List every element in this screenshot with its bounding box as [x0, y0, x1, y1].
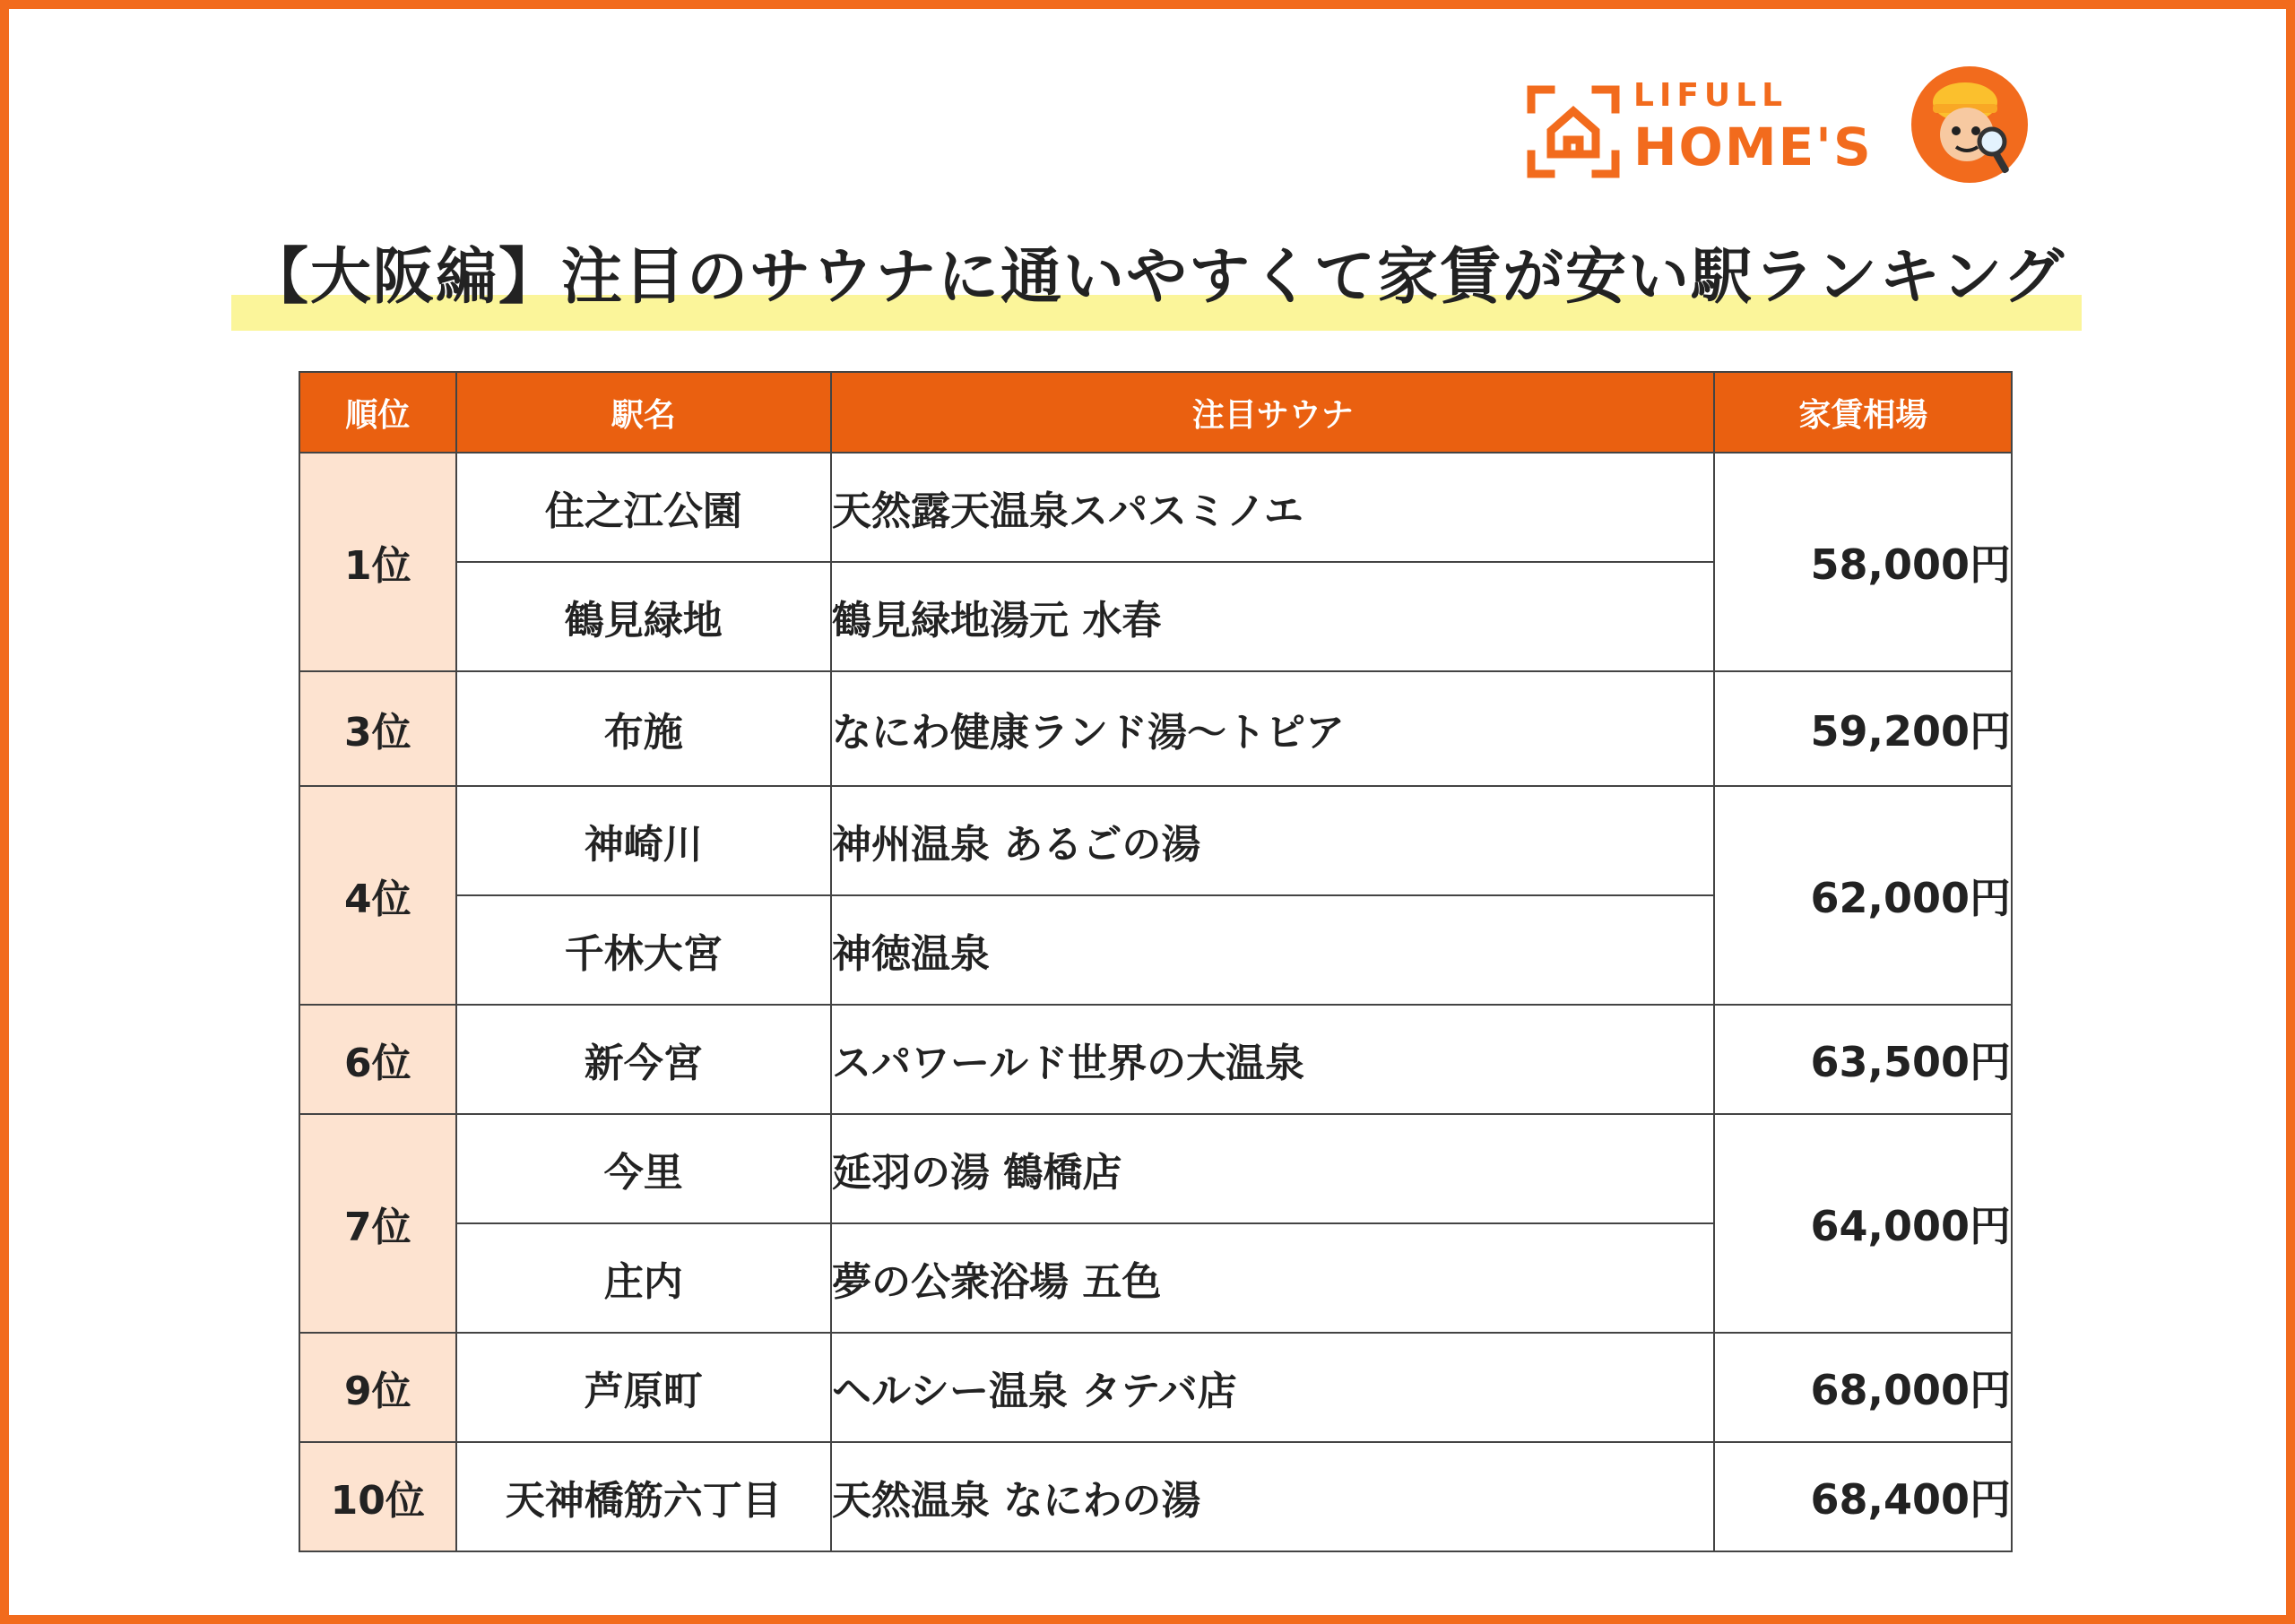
- rank-cell: 4位: [299, 786, 456, 1005]
- station-cell: 千林大宮: [456, 895, 832, 1005]
- header-rank: 順位: [299, 372, 456, 453]
- title-block: [231, 238, 2082, 336]
- house-icon: [1524, 82, 1623, 181]
- sauna-cell: 天然温泉 なにわの湯: [831, 1442, 1714, 1551]
- ranking-table: [299, 371, 2013, 1552]
- station-cell: 布施: [456, 671, 832, 786]
- table-row: [299, 671, 2012, 786]
- rank-cell: 1位: [299, 453, 456, 671]
- station-cell: 新今宮: [456, 1005, 832, 1114]
- table-row: [299, 1333, 2012, 1442]
- rank-cell: 9位: [299, 1333, 456, 1442]
- station-cell: 鶴見緑地: [456, 562, 832, 671]
- table-row: [299, 786, 2012, 895]
- station-cell: 天神橋筋六丁目: [456, 1442, 832, 1551]
- table-row: [299, 453, 2012, 562]
- sauna-cell: 神州温泉 あるごの湯: [831, 786, 1714, 895]
- station-cell: 庄内: [456, 1223, 832, 1333]
- station-cell: 今里: [456, 1114, 832, 1223]
- rank-cell: 10位: [299, 1442, 456, 1551]
- header-station: 駅名: [456, 372, 832, 453]
- rent-cell: 62,000円: [1714, 786, 2012, 1005]
- sauna-cell: スパワールド世界の大温泉: [831, 1005, 1714, 1114]
- sauna-cell: ヘルシー温泉 タテバ店: [831, 1333, 1714, 1442]
- sauna-cell: 延羽の湯 鶴橋店: [831, 1114, 1714, 1223]
- lifull-homes-logo: [1524, 65, 2026, 190]
- rent-cell: 58,000円: [1714, 453, 2012, 671]
- sauna-cell: 夢の公衆浴場 五色: [831, 1223, 1714, 1333]
- rent-cell: 63,500円: [1714, 1005, 2012, 1114]
- sauna-cell: 天然露天温泉スパスミノエ: [831, 453, 1714, 562]
- logo-text-homes: HOME'S: [1633, 117, 1873, 177]
- sauna-cell: なにわ健康ランド湯〜トピア: [831, 671, 1714, 786]
- rank-cell: 3位: [299, 671, 456, 786]
- rank-cell: 6位: [299, 1005, 456, 1114]
- table-row: [299, 1114, 2012, 1223]
- station-cell: 芦原町: [456, 1333, 832, 1442]
- page-title: 【大阪編】注目のサウナに通いやすくて家賃が安い駅ランキング: [247, 242, 2066, 313]
- rent-cell: 68,400円: [1714, 1442, 2012, 1551]
- table-header-row: [299, 372, 2012, 453]
- logo-text-lifull: LIFULL: [1633, 77, 1788, 114]
- header-rent: 家賃相場: [1714, 372, 2012, 453]
- rank-cell: 7位: [299, 1114, 456, 1333]
- rent-cell: 68,000円: [1714, 1333, 2012, 1442]
- header-sauna: 注目サウナ: [831, 372, 1714, 453]
- rent-cell: 59,200円: [1714, 671, 2012, 786]
- table-row: [299, 1442, 2012, 1551]
- table-row: [299, 1005, 2012, 1114]
- rent-cell: 64,000円: [1714, 1114, 2012, 1333]
- sauna-cell: 鶴見緑地湯元 水春: [831, 562, 1714, 671]
- sauna-cell: 神徳温泉: [831, 895, 1714, 1005]
- mascot-detective-icon: [1910, 65, 2031, 186]
- station-cell: 神崎川: [456, 786, 832, 895]
- station-cell: 住之江公園: [456, 453, 832, 562]
